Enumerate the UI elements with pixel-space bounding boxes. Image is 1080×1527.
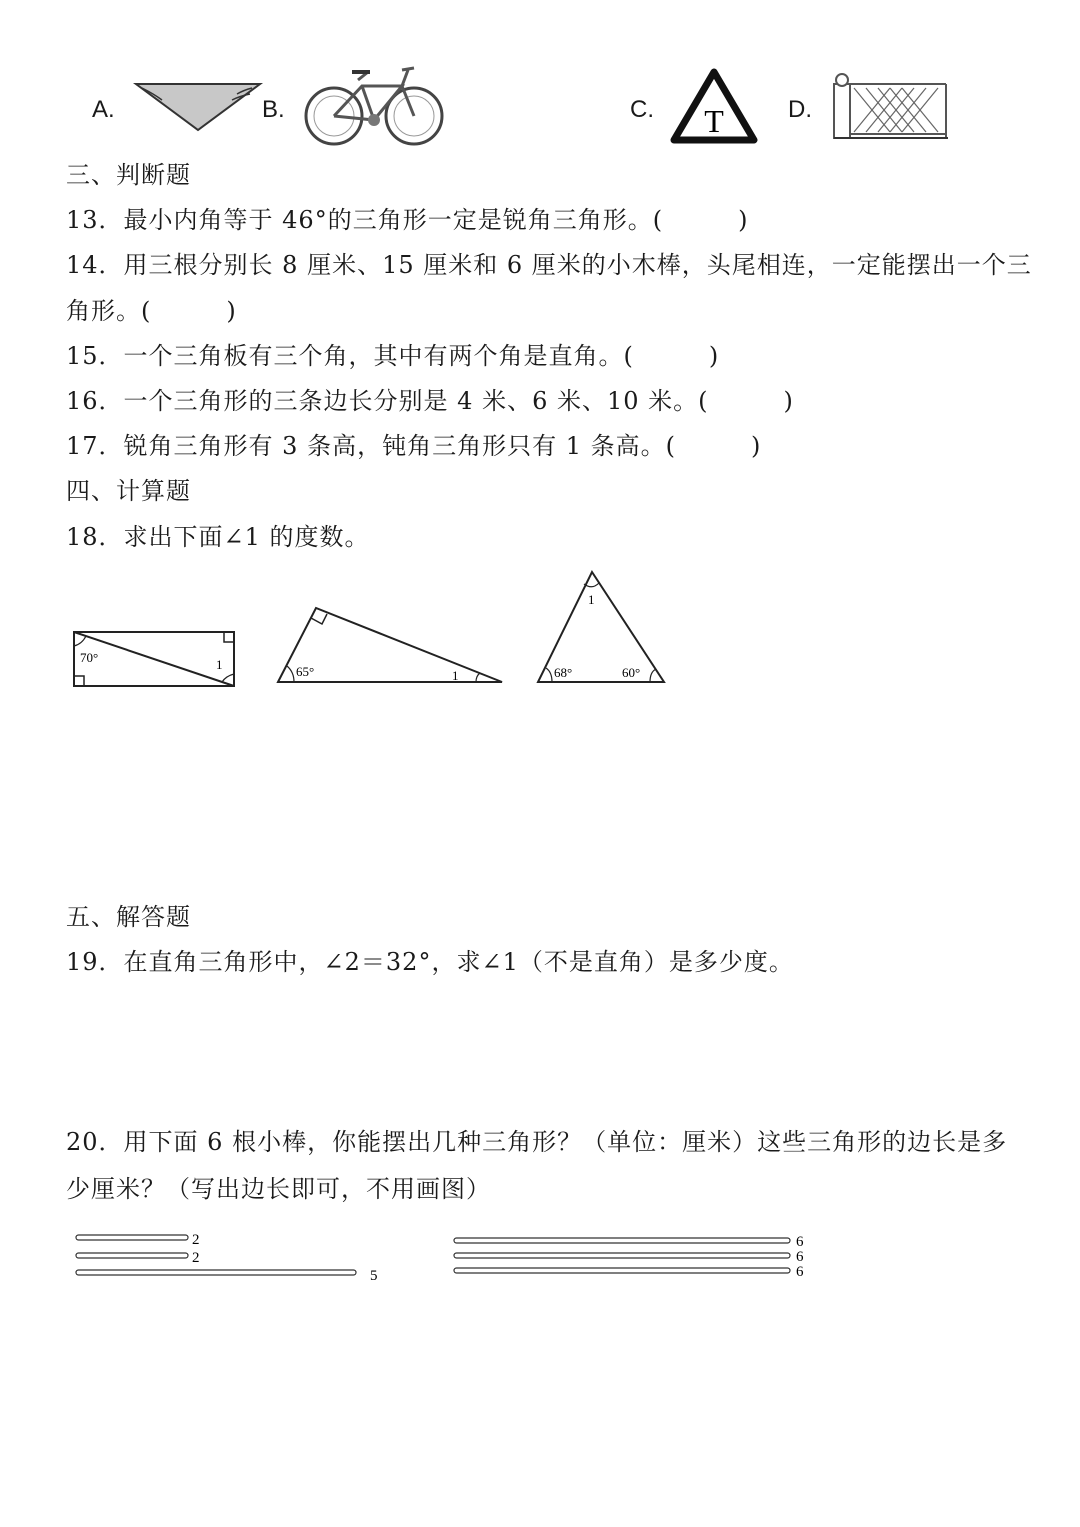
stick-label: 6	[796, 1249, 804, 1265]
stick-label: 6	[796, 1234, 804, 1250]
option-d-label: D.	[788, 96, 812, 123]
option-a-label: A.	[92, 96, 115, 123]
stick-label: 2	[192, 1250, 200, 1266]
rectangle-diagonal-figure	[70, 628, 240, 690]
fig1-angle-70: 70°	[80, 650, 99, 665]
fig2-angle-1: 1	[452, 668, 459, 683]
question-16: 16．一个三角形的三条边长分别是 4 米、6 米、10 米。( )	[66, 387, 794, 415]
fig3-angle-68: 68°	[554, 665, 573, 680]
fig3-angle-1: 1	[588, 592, 595, 607]
question-17: 17．锐角三角形有 3 条高，钝角三角形只有 1 条高。( )	[66, 432, 762, 460]
retractable-gate-image	[830, 70, 950, 142]
option-b-label: B.	[262, 96, 285, 123]
warning-triangle-sign-image	[670, 68, 758, 144]
question-15: 15．一个三角板有三个角，其中有两个角是直角。( )	[66, 342, 720, 370]
question-13: 13．最小内角等于 46°的三角形一定是锐角三角形。( )	[66, 206, 749, 234]
scarf-triangle-image	[132, 80, 264, 134]
section-3-heading: 三、判断题	[66, 161, 191, 189]
fig1-angle-1: 1	[216, 657, 223, 672]
option-c-label: C.	[630, 96, 654, 123]
section-4-heading: 四、计算题	[66, 477, 191, 505]
fig3-angle-60: 60°	[622, 665, 641, 680]
question-18: 18．求出下面∠1 的度数。	[66, 523, 370, 551]
stick-label: 6	[796, 1264, 804, 1280]
sticks-right-group	[448, 1228, 828, 1284]
question-20-line-2: 少厘米？（写出边长即可，不用画图）	[66, 1175, 491, 1203]
right-triangle-figure	[272, 604, 508, 688]
sticks-left-group	[70, 1228, 390, 1284]
question-14-line-2: 角形。( )	[66, 297, 237, 325]
acute-triangle-figure	[534, 568, 670, 688]
question-20-line-1: 20．用下面 6 根小棒，你能摆出几种三角形？（单位：厘米）这些三角形的边长是多	[66, 1128, 1008, 1156]
section-5-heading: 五、解答题	[66, 903, 191, 931]
fig2-angle-65: 65°	[296, 664, 315, 679]
stick-label: 2	[192, 1232, 200, 1248]
bicycle-image	[302, 62, 446, 150]
question-14-line-1: 14．用三根分别长 8 厘米、15 厘米和 6 厘米的小木棒，头尾相连，一定能摆出一个三	[66, 251, 1032, 279]
sign-letter: T	[704, 103, 724, 139]
stick-label: 5	[370, 1268, 378, 1284]
question-19: 19．在直角三角形中，∠2＝32°，求∠1（不是直角）是多少度。	[66, 948, 794, 976]
